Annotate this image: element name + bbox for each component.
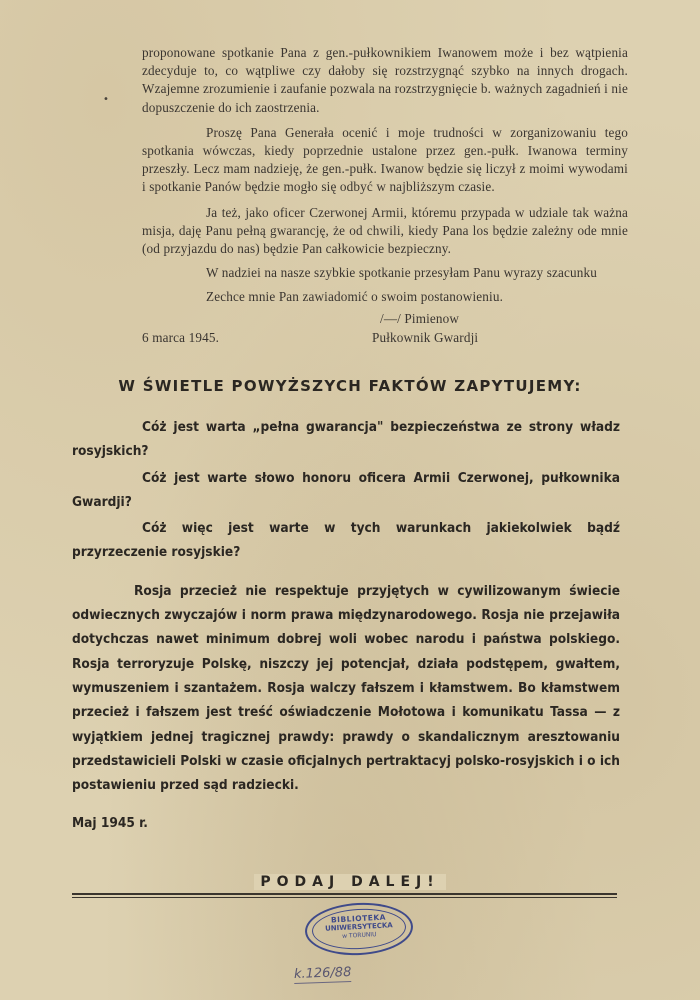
body-paragraph: Rosja przecież nie respektuje przyjętych w cywilizowanym świecie odwiecznych zwyczajów i norm prawa międzynarodowego. Rosja nie przejawiła dotychczas nawet minimum dobrej woli wobec narodu i państwa polskiego. Rosja terroryzuje Polskę, niszczy jej potencjał, działa podstępem, gwałtem, wymuszeniem i szantażem. Rosja walczy fałszem i kłamstwem. Bo kłamstwem przecież i fałszem jest treść oświadczenie Mołotowa i komunikatu Tassa — z wyjątkiem jednej tragicznej prawdy: prawdy o skandalicznym aresztowaniu przedstawicieli Polski w czasie oficjalnych pertraktacyj polsko-rosyjskich i o ich postawieniu przed sąd radziecki. — [72, 582, 620, 794]
letter-paragraph: Ja też, jako oficer Czerwonej Armii, któremu przypada w udziale tak ważna misja, daję Panu pełną gwarancję, że od chwili, kiedy Pana los będzie zależny ode mnie (od przyjazdu do nas) będzie Pan całkowicie bezpieczny. — [142, 204, 628, 257]
section-heading: W ŚWIETLE POWYŻSZYCH FAKTÓW ZAPYTUJEMY: — [118, 377, 582, 395]
letter-paragraph: W nadziei na nasze szybkie spotkanie przesyłam Panu wyrazy szacunku — [206, 265, 598, 281]
appeal-text — [72, 415, 620, 836]
question: Cóż jest warta „pełna gwarancja" bezpieczeństwa ze strony władz rosyjskich? — [72, 419, 620, 460]
stamp-line: w TORUNIU — [341, 931, 377, 940]
footer-slogan-text: PODAJ DALEJ! — [254, 874, 445, 890]
question: Cóż więc jest warte w tych warunkach jakiekolwiek bądź przyrzeczenie rosyjskie? — [72, 520, 620, 561]
footer-rule — [72, 893, 617, 895]
signature: /—/ Pimienow — [380, 310, 460, 326]
question: Cóż jest warte słowo honoru oficera Armii Czerwonej, pułkownika Gwardji? — [72, 469, 620, 510]
margin-mark: • — [103, 94, 109, 105]
library-stamp — [304, 900, 415, 958]
footer-slogan — [0, 874, 700, 890]
footer-rule — [72, 897, 617, 898]
signatory-rank: Pułkownik Gwardji — [372, 329, 479, 345]
signature-line — [142, 307, 628, 329]
letter-paragraph: Proszę Pana Generała ocenić i moje trudności w zorganizowaniu tego spotkania wówczas, kiedy poprzednie ustalone przez gen.-pułk. Iwanowa terminy przeszły. Lecz mam nadzieję, że gen.-pułk. Iwanow będzie się liczył z moimi wywodami i spotkanie Panów będzie mogło się odbyć w najbliższym czasie. — [142, 124, 628, 195]
stamp-line: BIBLIOTEKA — [330, 912, 387, 925]
stamp-line: UNIWERSYTECKA — [324, 921, 393, 933]
date-rank-line — [142, 329, 628, 349]
letter-paragraph: Zechce mnie Pan zawiadomić o swoim postanowieniu. — [206, 289, 504, 305]
letter-paragraph: proponowane spotkanie Pana z gen.-pułkownikiem Iwanowem może i bez wątpienia zdecyduje to, co wątpliwe czy dałoby się rozstrzygnąć szybko na innych drogach. Wzajemne zrozumienie i zaufanie pozwala na rozstrzygnięcie b. ważnych zagadnień i nie dopuszczenie do ich zaostrzenia. — [142, 45, 628, 115]
shelfmark: k.126/88 — [293, 965, 352, 982]
closing-date: Maj 1945 r. — [72, 815, 148, 832]
quoted-letter — [142, 44, 628, 349]
letter-date: 6 marca 1945. — [142, 329, 220, 345]
